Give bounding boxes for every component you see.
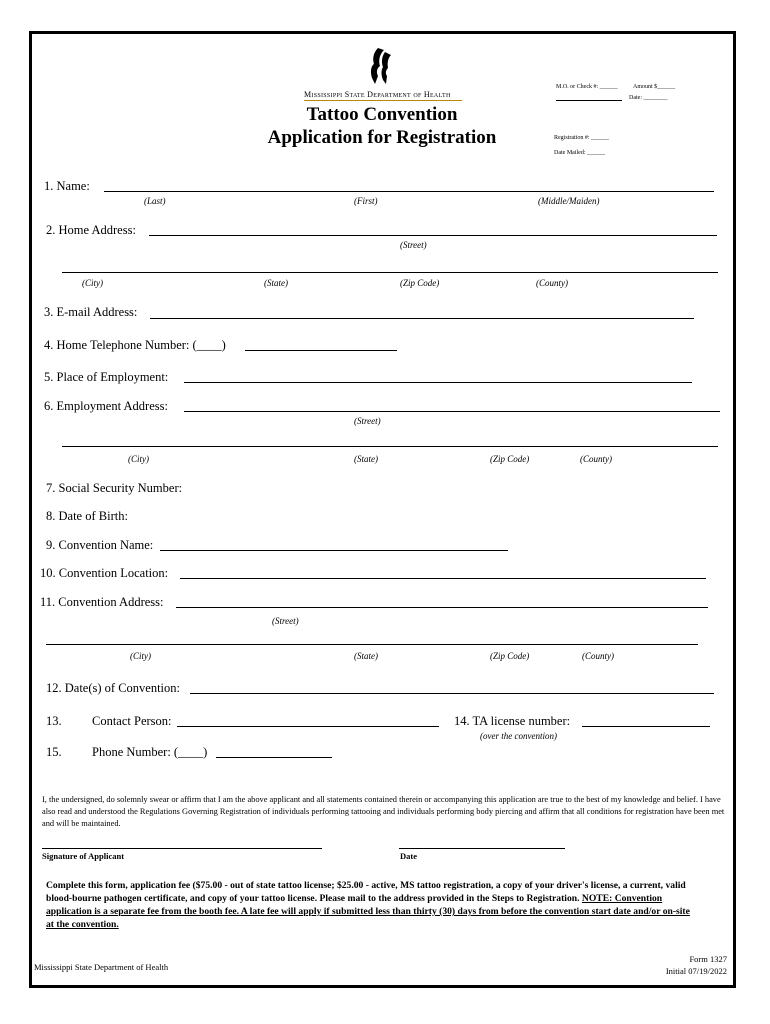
convention-dates-label: 12. Date(s) of Convention: (46, 681, 181, 695)
home-state-hint: (State) (264, 278, 288, 288)
over-convention-hint: (over the convention) (480, 731, 557, 741)
form-initial-date: Initial 07/19/2022 (665, 966, 727, 976)
convention-city-field[interactable] (46, 644, 698, 645)
employment-city-field[interactable] (62, 446, 718, 447)
email-label: 3. E-mail Address: (44, 305, 138, 319)
convention-name-field[interactable] (160, 550, 508, 551)
convention-street-field[interactable] (176, 607, 708, 608)
signature-label: Signature of Applicant (42, 851, 125, 861)
phone-number-label: Phone Number: (____) (92, 745, 208, 759)
date-mailed-label: Date Mailed: ______ (554, 150, 605, 156)
employment-zip-hint: (Zip Code) (490, 454, 530, 464)
contact-number-label: 13. (46, 714, 62, 728)
convention-county-hint: (County) (582, 651, 614, 661)
convention-location-label: 10. Convention Location: (40, 566, 169, 580)
convention-name-label: 9. Convention Name: (46, 538, 154, 552)
instructions-note: NOTE: Convention application is a separate fee from the booth fee. A late fee will apply if submitted less than thirty (30) days from before the convention start date and/or on-site at the convention. (46, 893, 690, 930)
employment-street-field[interactable] (184, 411, 720, 412)
instructions-main: Complete this form, application fee ($75.00 - out of state tattoo license; $25.00 - active, MS tattoo registration, a copy of your driver's license, a current, valid blood-bourne pathogen certificate, and copy of your tattoo license. Please mail to the address provided in the Steps to Registration. (46, 880, 686, 904)
registration-number-label: Registration #: ______ (554, 135, 609, 141)
mo-check-label: M.O. or Check #: ______ (556, 84, 618, 90)
agency-name: Mississippi State Department of Health (304, 90, 451, 99)
home-address-label: 2. Home Address: (46, 223, 136, 237)
dob-label: 8. Date of Birth: (46, 509, 128, 523)
msdh-logo-icon (368, 46, 394, 86)
ta-license-field[interactable] (582, 726, 710, 727)
signature-field[interactable] (42, 848, 322, 849)
place-employment-label: 5. Place of Employment: (44, 370, 169, 384)
form-page (29, 31, 736, 988)
convention-city-hint: (City) (130, 651, 151, 661)
form-title-line1: Tattoo Convention (306, 104, 458, 125)
instructions-text (46, 879, 696, 931)
form-title-line2: Application for Registration (267, 127, 497, 148)
employment-county-hint: (County) (580, 454, 612, 464)
convention-street-hint: (Street) (272, 616, 299, 626)
home-phone-field[interactable] (245, 350, 397, 351)
name-first-hint: (First) (354, 196, 378, 206)
phone-number-index: 15. (46, 745, 62, 759)
name-last-hint: (Last) (144, 196, 166, 206)
office-date-label: Date: ________ (629, 95, 668, 101)
ssn-label: 7. Social Security Number: (46, 481, 183, 495)
place-employment-field[interactable] (184, 382, 692, 383)
convention-zip-hint: (Zip Code) (490, 651, 530, 661)
contact-person-field[interactable] (177, 726, 439, 727)
home-address-city-field[interactable] (62, 272, 718, 273)
affirmation-text: I, the undersigned, do solemnly swear or affirm that I am the above applicant and all statements contained therein or accompanying this application are true to the best of my knowledge and belief. I have also read and understood the Regulations Governing Registration of individuals performing tattooing and individuals performing body piercing and affirm that all conditions for registration have been met and will be maintained. (42, 795, 725, 828)
employment-state-hint: (State) (354, 454, 378, 464)
employment-address-label: 6. Employment Address: (44, 399, 168, 413)
email-field[interactable] (150, 318, 694, 319)
employment-city-hint: (City) (128, 454, 149, 464)
convention-dates-field[interactable] (190, 693, 714, 694)
phone-number-field[interactable] (216, 757, 332, 758)
home-zip-hint: (Zip Code) (400, 278, 440, 288)
contact-person-label: Contact Person: (92, 714, 172, 728)
convention-state-hint: (State) (354, 651, 378, 661)
home-address-street-field[interactable] (149, 235, 717, 236)
name-label: 1. Name: (44, 179, 90, 193)
name-middle-hint: (Middle/Maiden) (538, 196, 600, 206)
signature-date-field[interactable] (399, 848, 565, 849)
amount-label: Amount $______ (633, 84, 676, 90)
form-number: Form 1327 (689, 954, 727, 964)
footer-agency: Mississippi State Department of Health (34, 962, 169, 972)
home-county-hint: (County) (536, 278, 568, 288)
employment-street-hint: (Street) (354, 416, 381, 426)
name-field[interactable] (104, 191, 714, 192)
home-street-hint: (Street) (400, 240, 427, 250)
signature-date-label: Date (400, 851, 417, 861)
convention-location-field[interactable] (180, 578, 706, 579)
home-phone-label: 4. Home Telephone Number: (____) (44, 338, 226, 352)
ta-license-label: 14. TA license number: (454, 714, 571, 728)
convention-address-label: 11. Convention Address: (40, 595, 164, 609)
home-city-hint: (City) (82, 278, 103, 288)
